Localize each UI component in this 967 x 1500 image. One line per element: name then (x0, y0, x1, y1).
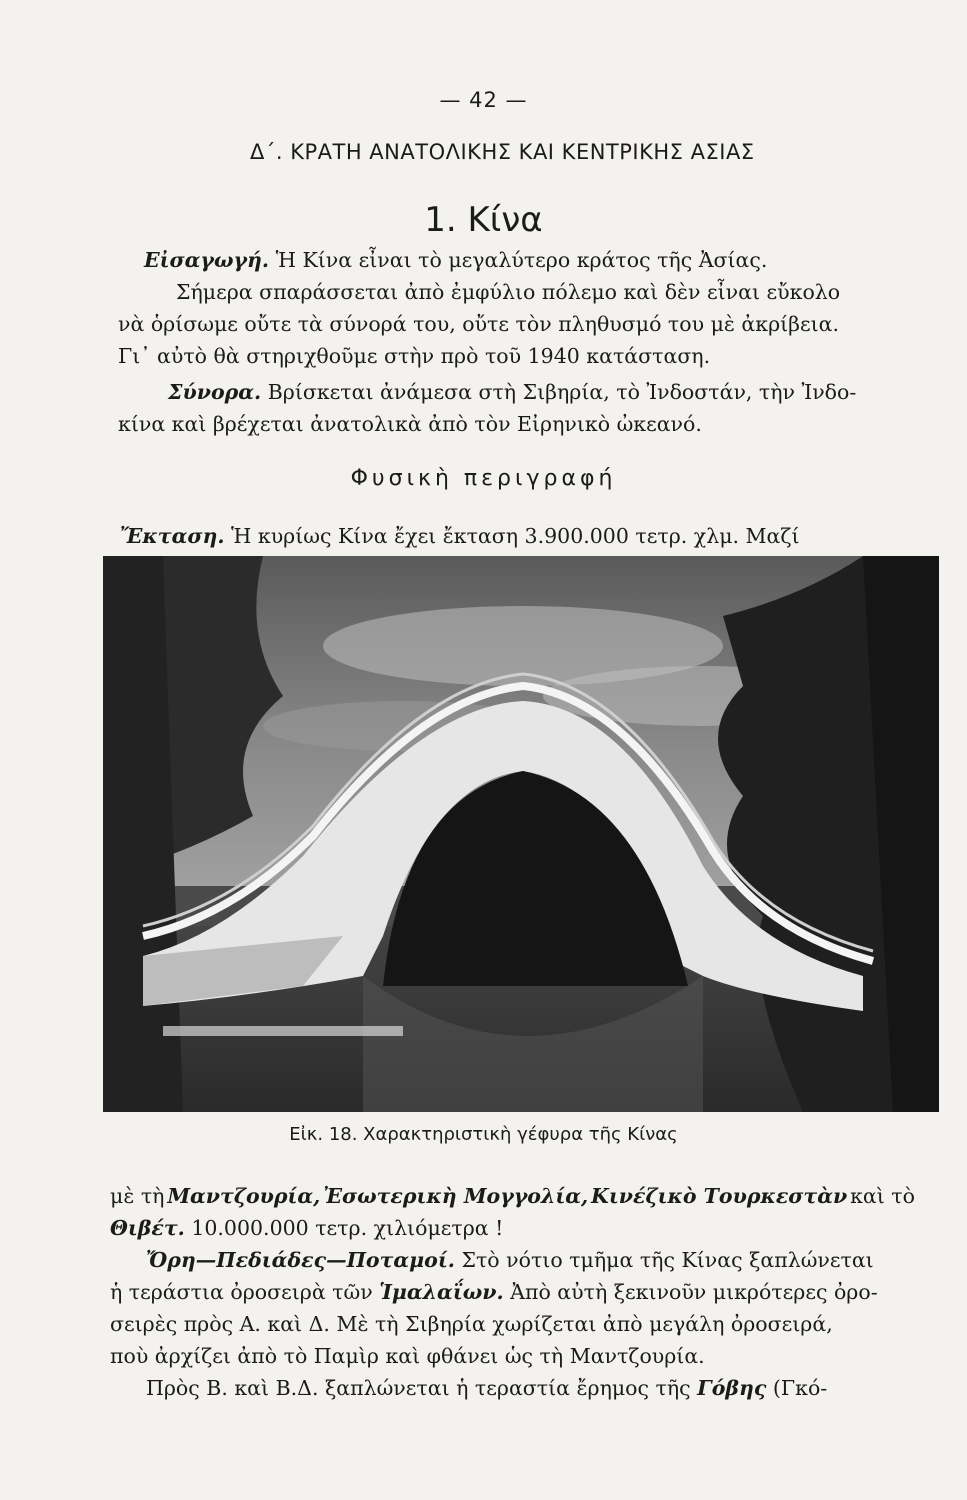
area-total: 10.000.000 τετρ. χιλιόμετρα ! (191, 1216, 504, 1240)
relief-paragraph (110, 1244, 915, 1372)
place-inner-mongolia: Ἐσωτερικὴ Μογγολία, (323, 1184, 589, 1208)
area-lead: Ἔκταση. (120, 524, 225, 548)
borders-lead: Σύνορα. (168, 380, 262, 404)
relief-line-2-pre: ἡ τεράστια ὀροσειρὰ τῶν (110, 1280, 373, 1304)
place-gobi: Γόβης (697, 1376, 767, 1400)
relief-line-1: Στὸ νότιο τμῆμα τῆς Κίνας ξαπλώνεται (461, 1248, 874, 1272)
intro-lead: Εἰσαγωγή. (144, 248, 270, 272)
area-line-1: Ἡ κυρίως Κίνα ἔχει ἔκταση 3.900.000 τετρ. χλμ. Μαζί (231, 524, 800, 548)
borders-line-2: κίνα καὶ βρέχεται ἀνατολικὰ ἀπὸ τὸν Εἰρηνικὸ ὠκεανό. (118, 412, 702, 436)
chapter-title: 1. Κίνα (424, 200, 543, 240)
area-cont-post: καὶ τὸ (850, 1184, 915, 1208)
relief-line-4: ποὺ ἀρχίζει ἀπὸ τὸ Παμὶρ καὶ φθάνει ὡς τὴ Μαντζουρία. (110, 1344, 705, 1368)
intro-line-4: Γι᾽ αὐτὸ θὰ στηριχθοῦμε στὴν πρὸ τοῦ 1940 κατάσταση. (118, 344, 711, 368)
place-himalaya: Ἱμαλαΐων. (379, 1280, 504, 1304)
gobi-post: (Γκό- (772, 1376, 828, 1400)
relief-lead: Ὄρη—Πεδιάδες—Ποταμοί. (146, 1248, 455, 1272)
section-heading: Δ΄. ΚΡΑΤΗ ΑΝΑΤΟΛΙΚΗΣ ΚΑΙ ΚΕΝΤΡΙΚΗΣ ΑΣΙΑΣ (250, 140, 755, 164)
figure-caption: Εἰκ. 18. Χαρακτηριστικὴ γέφυρα τῆς Κίνας (289, 1124, 678, 1145)
intro-line-2: Σήμερα σπαράσσεται ἀπὸ ἐμφύλιο πόλεμο καὶ δὲν εἶναι εὔκολο (176, 280, 841, 304)
borders-paragraph (110, 376, 930, 440)
relief-line-3: σειρὲς πρὸς Α. καὶ Δ. Μὲ τὴ Σιβηρία χωρίζεται ἀπὸ μεγάλη ὀροσειρά, (110, 1312, 833, 1336)
intro-line-1: Ἡ Κίνα εἶναι τὸ μεγαλύτερο κράτος τῆς Ἀσίας. (275, 248, 768, 272)
relief-line-2-post: Ἀπὸ αὐτὴ ξεκινοῦν μικρότερες ὀρο- (510, 1280, 878, 1304)
area-cont-pre: μὲ τὴ (110, 1184, 165, 1208)
gobi-pre: Πρὸς Β. καὶ Β.Δ. ξαπλώνεται ἡ τεραστία ἔρημος τῆς (146, 1376, 691, 1400)
subheading-physical-description: Φυσικὴ περιγραφή (350, 466, 617, 491)
intro-paragraph (110, 244, 930, 372)
gobi-paragraph (110, 1372, 915, 1404)
area-continued-paragraph (110, 1180, 915, 1244)
intro-line-3: νὰ ὁρίσωμε οὔτε τὰ σύνορά του, οὔτε τὸν πληθυσμό του μὲ ἀκρίβεια. (118, 312, 840, 336)
bridge-photograph (103, 556, 939, 1112)
borders-line-1: Βρίσκεται ἀνάμεσα στὴ Σιβηρία, τὸ Ἰνδοστάν, τὴν Ἰνδο- (267, 380, 857, 404)
place-tibet: Θιβέτ. (110, 1216, 185, 1240)
place-manchuria: Μαντζουρία, (167, 1184, 321, 1208)
bridge-illustration (103, 556, 939, 1112)
page-number: — 42 — (439, 88, 528, 112)
area-paragraph (110, 520, 930, 552)
place-turkestan: Κινέζικὸ Τουρκεστὰν (591, 1184, 848, 1208)
